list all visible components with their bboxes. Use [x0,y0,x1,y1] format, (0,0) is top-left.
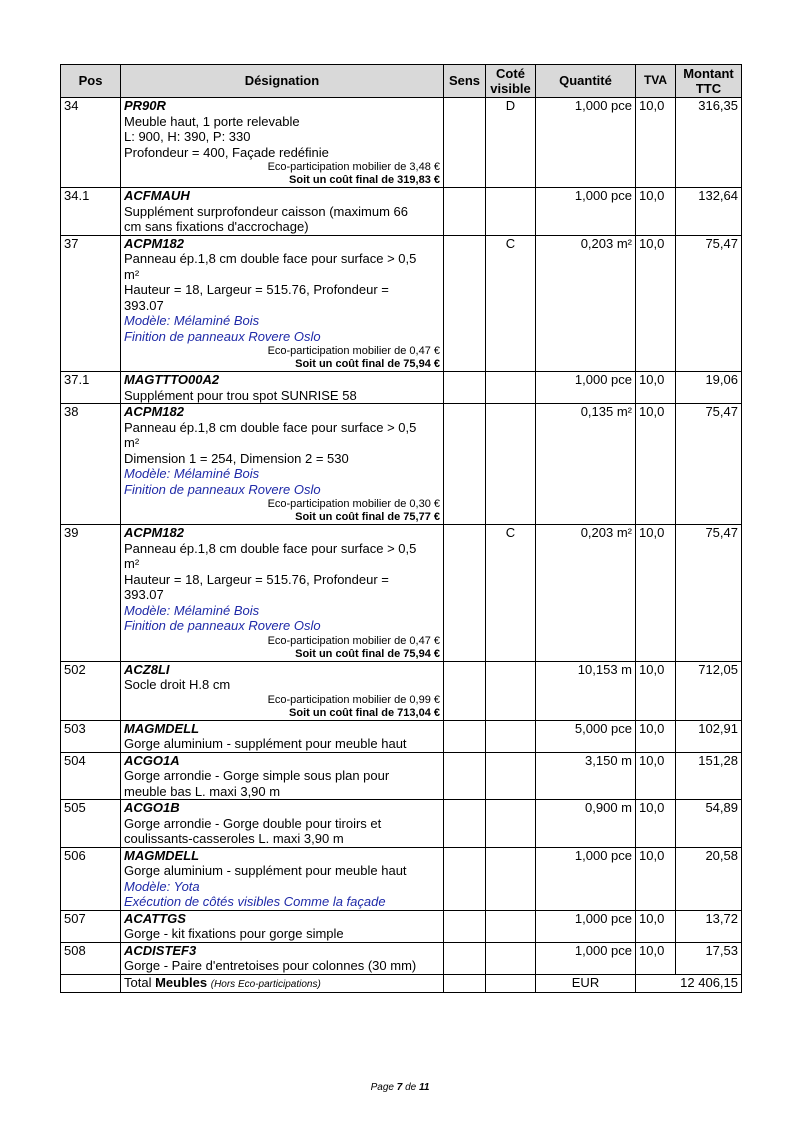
total-pos-cell [61,974,121,993]
item-description-line: L: 900, H: 390, P: 330 [124,129,251,144]
row-amount: 19,06 [676,372,742,404]
table-body [61,98,742,975]
final-cost: Soit un coût final de 319,83 € [289,174,440,186]
row-designation [121,720,444,752]
row-quantity: 1,000 pce [536,98,636,188]
row-pos: 37 [61,235,121,372]
table-header-row [61,65,742,98]
row-cote-visible [486,942,536,974]
item-code: MAGTTTO00A2 [124,372,220,387]
total-sens-cell [444,974,486,993]
row-pos: 505 [61,800,121,848]
row-designation [121,372,444,404]
item-code: ACZ8LI [124,661,170,677]
header-designation: Désignation [121,65,444,98]
row-designation [121,800,444,848]
row-tva: 10,0 [636,752,676,800]
row-tva: 10,0 [636,98,676,188]
final-cost: Soit un coût final de 75,94 € [295,647,440,660]
row-tva: 10,0 [636,720,676,752]
row-sens [444,752,486,800]
item-description-line: Gorge arrondie - Gorge double pour tiroirs et [124,815,382,831]
table-row [61,942,742,974]
item-description-line: Panneau ép.1,8 cm double face pour surface > 0,5 [124,419,417,435]
row-pos: 34 [61,98,121,188]
item-description-line: Supplément surprofondeur caisson (maximum 66 [124,203,408,219]
item-option-line: Finition de panneaux Rovere Oslo [124,618,321,633]
row-sens [444,910,486,942]
eco-participation: Eco-participation mobilier de 3,48 € [267,161,440,173]
row-pos: 39 [61,525,121,662]
row-amount: 75,47 [676,235,742,372]
item-description-line: Gorge aluminium - supplément pour meuble haut [124,736,407,751]
item-description-line: Socle droit H.8 cm [124,677,231,692]
row-designation [121,910,444,942]
row-sens [444,942,486,974]
row-cote-visible [486,800,536,848]
table-row [61,525,742,662]
row-amount: 17,53 [676,942,742,974]
row-cote-visible [486,188,536,236]
header-sens: Sens [444,65,486,98]
row-cote-visible [486,372,536,404]
row-cote-visible: C [486,235,536,372]
row-designation [121,188,444,236]
row-pos: 38 [61,404,121,525]
item-code: ACFMAUH [124,188,190,203]
row-designation [121,752,444,800]
row-cote-visible [486,910,536,942]
eco-participation: Eco-participation mobilier de 0,47 € [267,634,440,647]
item-option-line: Modèle: Mélaminé Bois [124,466,260,481]
row-quantity: 0,203 m² [536,525,636,662]
row-amount: 102,91 [676,720,742,752]
item-option-line: Modèle: Mélaminé Bois [124,313,260,328]
header-montant-line2: TTC [695,81,722,96]
row-amount: 151,28 [676,752,742,800]
item-description-line: cm sans fixations d'accrochage) [124,219,309,234]
row-pos: 37.1 [61,372,121,404]
row-tva: 10,0 [636,942,676,974]
row-tva: 10,0 [636,800,676,848]
row-sens [444,800,486,848]
item-description-line: m² [124,266,140,282]
table-row [61,98,742,188]
final-cost: Soit un coût final de 75,77 € [295,511,440,523]
row-tva: 10,0 [636,525,676,662]
row-quantity: 10,153 m [536,661,636,720]
row-tva: 10,0 [636,372,676,404]
row-pos: 504 [61,752,121,800]
item-description-line: Gorge aluminium - supplément pour meuble haut [124,863,407,878]
item-code: ACPM182 [124,404,184,419]
item-option-line: Modèle: Mélaminé Bois [124,602,260,618]
header-cote-visible [486,65,536,98]
row-designation [121,525,444,662]
item-description-line: Gorge - Paire d'entretoises pour colonnes (30 mm) [124,958,417,973]
total-note: (Hors Eco-participations) [210,978,321,990]
row-sens [444,372,486,404]
item-description-line: Dimension 1 = 254, Dimension 2 = 530 [124,450,349,466]
row-quantity: 0,203 m² [536,235,636,372]
item-description-line: m² [124,556,140,571]
item-option-line: Modèle: Yota [124,878,200,894]
total-prefix: Total [124,974,152,990]
row-quantity: 5,000 pce [536,720,636,752]
row-tva: 10,0 [636,661,676,720]
table-row [61,720,742,752]
row-sens [444,98,486,188]
row-amount: 316,35 [676,98,742,188]
row-pos: 506 [61,847,121,910]
table-row [61,188,742,236]
row-quantity: 1,000 pce [536,942,636,974]
item-code: ACATTGS [124,910,186,926]
row-quantity: 0,135 m² [536,404,636,525]
table-row [61,372,742,404]
row-pos: 34.1 [61,188,121,236]
item-description-line: Hauteur = 18, Largeur = 515.76, Profondeur = [124,571,389,587]
row-amount: 75,47 [676,525,742,662]
row-amount: 20,58 [676,847,742,910]
table-row [61,404,742,525]
row-amount: 132,64 [676,188,742,236]
item-code: ACPM182 [124,235,184,251]
row-amount: 54,89 [676,800,742,848]
item-option-line: Exécution de côtés visibles Comme la façade [124,894,386,909]
row-quantity: 0,900 m [536,800,636,848]
row-designation [121,661,444,720]
row-cote-visible: D [486,98,536,188]
row-cote-visible [486,404,536,525]
item-option-line: Finition de panneaux Rovere Oslo [124,481,321,497]
header-tva: TVA [636,65,676,98]
row-cote-visible: C [486,525,536,662]
item-description-line: Panneau ép.1,8 cm double face pour surface > 0,5 [124,540,417,556]
item-description-line: coulissants-casseroles L. maxi 3,90 m [124,831,344,846]
row-sens [444,661,486,720]
table-row [61,910,742,942]
item-code: PR90R [124,98,166,113]
row-tva: 10,0 [636,404,676,525]
total-row [61,974,742,993]
row-amount: 75,47 [676,404,742,525]
row-cote-visible [486,661,536,720]
header-montant-line1: Montant [683,65,734,81]
header-quantite: Quantité [536,65,636,98]
row-cote-visible [486,720,536,752]
row-sens [444,720,486,752]
footer-page-word: Page [370,1082,394,1093]
item-code: ACDISTEF3 [124,942,197,958]
total-label-cell [121,974,444,993]
total-amount: 12 406,15 [636,974,742,993]
row-quantity: 1,000 pce [536,910,636,942]
table-row [61,235,742,372]
item-code: MAGMDELL [124,720,200,736]
row-sens [444,188,486,236]
header-pos: Pos [61,65,121,98]
item-description-line: 393.07 [124,297,164,313]
item-description-line: Profondeur = 400, Façade redéfinie [124,144,329,160]
row-sens [444,847,486,910]
total-label: Meubles [155,974,208,990]
row-quantity: 3,150 m [536,752,636,800]
item-description-line: m² [124,435,140,450]
item-description-line: Panneau ép.1,8 cm double face pour surface > 0,5 [124,251,417,266]
item-description-line: Gorge - kit fixations pour gorge simple [124,926,344,941]
item-code: ACPM182 [124,525,184,540]
row-quantity: 1,000 pce [536,188,636,236]
row-cote-visible [486,847,536,910]
eco-participation: Eco-participation mobilier de 0,47 € [267,345,440,357]
row-tva: 10,0 [636,910,676,942]
total-cote-cell [486,974,536,993]
row-pos: 508 [61,942,121,974]
row-designation [121,235,444,372]
header-cote-line2: visible [490,81,531,96]
item-description-line: Meuble haut, 1 porte relevable [124,113,300,129]
footer-total-pages: 11 [419,1082,430,1093]
row-tva: 10,0 [636,188,676,236]
eco-participation: Eco-participation mobilier de 0,30 € [267,498,440,510]
row-amount: 13,72 [676,910,742,942]
row-quantity: 1,000 pce [536,847,636,910]
row-pos: 507 [61,910,121,942]
total-currency: EUR [536,974,636,993]
item-description-line: 393.07 [124,587,164,602]
table-row [61,752,742,800]
row-amount: 712,05 [676,661,742,720]
footer-of-word: de [405,1082,417,1093]
eco-participation: Eco-participation mobilier de 0,99 € [267,693,440,706]
row-quantity: 1,000 pce [536,372,636,404]
final-cost: Soit un coût final de 75,94 € [295,358,440,370]
row-pos: 503 [61,720,121,752]
row-sens [444,235,486,372]
table-row [61,661,742,720]
row-sens [444,525,486,662]
item-code: ACGO1A [124,752,180,768]
item-description-line: Hauteur = 18, Largeur = 515.76, Profondeur = [124,282,389,297]
item-code: ACGO1B [124,800,180,815]
row-designation [121,942,444,974]
header-montant [676,65,742,98]
final-cost: Soit un coût final de 713,04 € [289,706,440,719]
item-description-line: meuble bas L. maxi 3,90 m [124,783,281,799]
row-pos: 502 [61,661,121,720]
row-sens [444,404,486,525]
row-tva: 10,0 [636,847,676,910]
row-designation [121,847,444,910]
header-cote-line1: Coté [496,65,525,81]
table-row [61,847,742,910]
table-row [61,800,742,848]
row-designation [121,404,444,525]
row-designation [121,98,444,188]
row-tva: 10,0 [636,235,676,372]
page-footer [0,1082,800,1093]
footer-current-page: 7 [396,1082,403,1093]
item-option-line: Finition de panneaux Rovere Oslo [124,328,321,344]
item-code: MAGMDELL [124,847,200,863]
item-description-line: Gorge arrondie - Gorge simple sous plan pour [124,768,390,783]
row-cote-visible [486,752,536,800]
quote-table [60,64,742,993]
item-description-line: Supplément pour trou spot SUNRISE 58 [124,387,357,403]
